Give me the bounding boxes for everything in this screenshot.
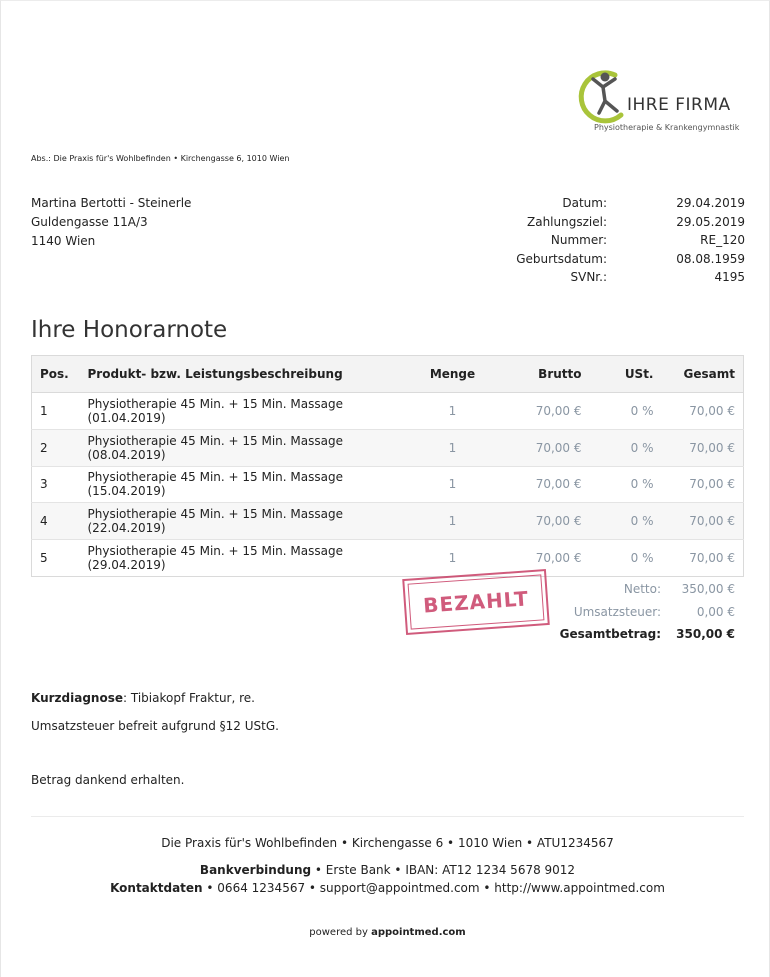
meta-label: SVNr.: (570, 270, 607, 284)
company-name: IHRE FIRMA (627, 95, 731, 115)
cell-description: Physiotherapie 45 Min. + 15 Min. Massage (22.04.2019) (80, 503, 418, 540)
col-header-total: Gesamt (662, 356, 744, 393)
diagnosis-note (31, 691, 255, 705)
cell-quantity: 1 (418, 540, 488, 577)
meta-label: Zahlungsziel: (527, 214, 607, 229)
page-title: Ihre Honorarnote (31, 317, 228, 343)
contact-details: • 0664 1234567 • support@appointmed.com • http://www.appointmed.com (202, 881, 665, 895)
cell-description: Physiotherapie 45 Min. + 15 Min. Massage (29.04.2019) (80, 540, 418, 577)
cell-vat: 0 % (590, 429, 662, 466)
col-header-gross: Brutto (488, 356, 590, 393)
meta-row-number (471, 231, 745, 250)
recipient-street: Guldengasse 11A/3 (31, 215, 148, 229)
cell-pos: 2 (32, 429, 80, 466)
meta-row-due (471, 213, 745, 232)
meta-row-date (471, 194, 745, 213)
net-value: 350,00 € (681, 582, 735, 596)
cell-vat: 0 % (590, 466, 662, 503)
powered-by-link[interactable]: appointmed.com (371, 927, 466, 938)
cell-quantity: 1 (418, 429, 488, 466)
totals-grand-row (501, 623, 735, 646)
cell-pos: 4 (32, 503, 80, 540)
col-header-description: Produkt- bzw. Leistungsbeschreibung (80, 356, 418, 393)
payment-received-note: Betrag dankend erhalten. (31, 773, 185, 787)
paid-stamp-text: BEZAHLT (422, 586, 530, 618)
totals-vat-row (501, 601, 735, 624)
cell-gross: 70,00 € (488, 466, 590, 503)
meta-label: Datum: (562, 196, 607, 210)
powered-by-prefix: powered by (309, 927, 372, 938)
totals-net-row (501, 578, 735, 601)
cell-description: Physiotherapie 45 Min. + 15 Min. Massage (15.04.2019) (80, 466, 418, 503)
grand-total-label: Gesamtbetrag: (559, 627, 661, 641)
col-header-vat: USt. (590, 356, 662, 393)
footer-contact-line (31, 881, 744, 895)
net-label: Netto: (623, 582, 661, 596)
cell-description: Physiotherapie 45 Min. + 15 Min. Massage (01.04.2019) (80, 393, 418, 430)
powered-by (31, 927, 744, 938)
cell-pos: 3 (32, 466, 80, 503)
table-header-row (32, 356, 744, 393)
recipient-city: 1140 Wien (31, 234, 96, 248)
company-logo (575, 67, 745, 137)
footer-company-line: Die Praxis für's Wohlbefinden • Kirchengasse 6 • 1010 Wien • ATU1234567 (161, 836, 614, 850)
meta-label: Nummer: (550, 233, 607, 247)
diagnosis-label: Kurzdiagnose (31, 691, 123, 705)
table-row (32, 540, 744, 577)
recipient-name: Martina Bertotti - Steinerle (31, 196, 192, 210)
table-row (32, 429, 744, 466)
meta-value: RE_120 (700, 233, 745, 247)
cell-gross: 70,00 € (488, 393, 590, 430)
table-row (32, 393, 744, 430)
meta-value: 4195 (714, 270, 745, 284)
totals-block (501, 578, 735, 646)
vat-label: Umsatzsteuer: (573, 604, 661, 619)
cell-total: 70,00 € (662, 393, 744, 430)
cell-vat: 0 % (590, 503, 662, 540)
company-subtitle: Physiotherapie & Krankengymnastik (594, 123, 740, 132)
tax-exemption-note: Umsatzsteuer befreit aufgrund §12 UStG. (31, 719, 279, 733)
cell-vat: 0 % (590, 393, 662, 430)
cell-description: Physiotherapie 45 Min. + 15 Min. Massage (08.04.2019) (80, 429, 418, 466)
cell-gross: 70,00 € (488, 540, 590, 577)
cell-vat: 0 % (590, 540, 662, 577)
meta-row-birthdate (471, 250, 745, 269)
cell-quantity: 1 (418, 466, 488, 503)
cell-total: 70,00 € (662, 503, 744, 540)
meta-value: 29.05.2019 (676, 214, 745, 229)
sender-address-line: Abs.: Die Praxis für's Wohlbefinden • Kirchengasse 6, 1010 Wien (31, 154, 290, 163)
col-header-pos: Pos. (32, 356, 80, 393)
meta-label: Geburtsdatum: (516, 251, 607, 266)
recipient-address (31, 194, 191, 251)
footer-bank-line (31, 863, 744, 877)
cell-gross: 70,00 € (488, 503, 590, 540)
line-items-table (31, 355, 744, 577)
meta-value: 08.08.1959 (676, 251, 745, 266)
grand-total-value: 350,00 € (676, 627, 735, 641)
vat-value: 0,00 € (696, 604, 735, 619)
cell-quantity: 1 (418, 503, 488, 540)
cell-pos: 5 (32, 540, 80, 577)
meta-row-svnr (471, 268, 745, 287)
cell-total: 70,00 € (662, 466, 744, 503)
logo-figure-icon (575, 67, 635, 127)
meta-value: 29.04.2019 (676, 196, 745, 210)
contact-label: Kontaktdaten (110, 881, 203, 895)
bank-label: Bankverbindung (199, 863, 312, 877)
bank-details: • Erste Bank • IBAN: AT12 1234 5678 9012 (311, 863, 576, 877)
cell-total: 70,00 € (662, 540, 744, 577)
table-row (32, 466, 744, 503)
invoice-meta (471, 194, 745, 287)
diagnosis-text: : Tibiakopf Fraktur, re. (123, 691, 255, 705)
cell-quantity: 1 (418, 393, 488, 430)
cell-gross: 70,00 € (488, 429, 590, 466)
footer-divider (31, 816, 744, 817)
cell-pos: 1 (32, 393, 80, 430)
cell-total: 70,00 € (662, 429, 744, 466)
col-header-quantity: Menge (418, 356, 488, 393)
table-row (32, 503, 744, 540)
